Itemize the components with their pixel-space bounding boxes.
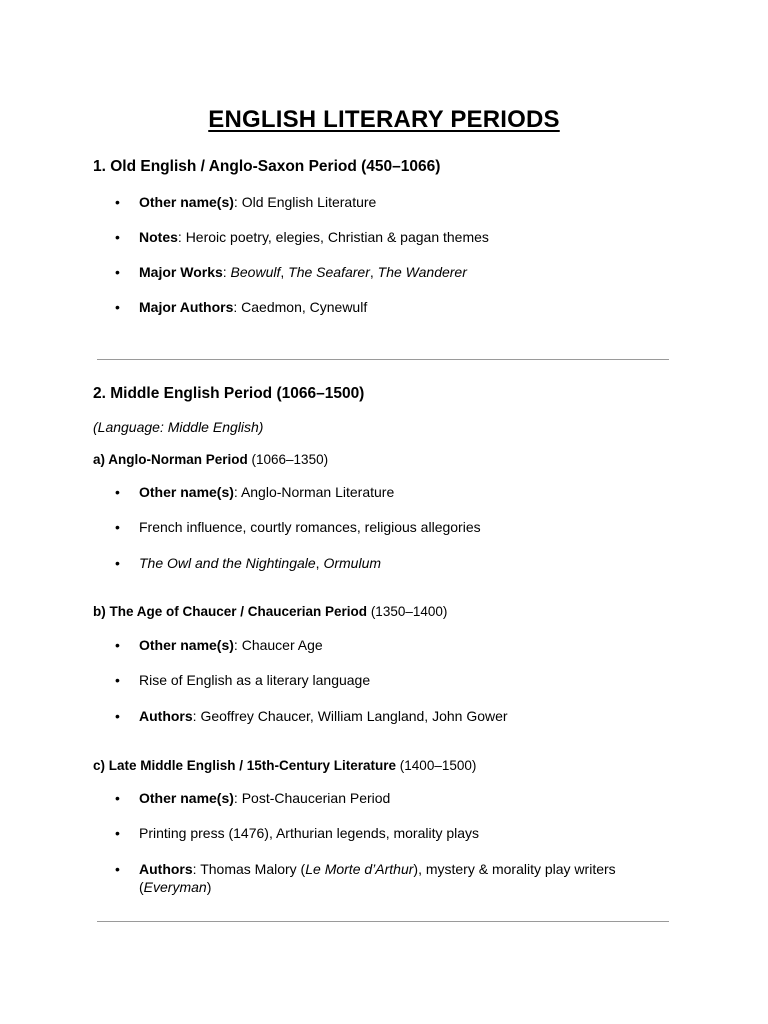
list-item <box>139 671 699 689</box>
list-item <box>139 228 699 246</box>
subsection-range: (1400–1500) <box>396 758 477 773</box>
subsection-range: (1066–1350) <box>247 452 329 467</box>
work-title: Beowulf <box>230 264 281 280</box>
item-label: Authors <box>139 861 193 877</box>
subsection-title: b) The Age of Chaucer / Chaucerian Period <box>93 604 368 619</box>
item-label: Notes <box>139 229 178 245</box>
item-label: Other name(s) <box>139 484 234 500</box>
section-divider <box>97 359 669 360</box>
item-separator: : <box>177 229 186 245</box>
item-label: Other name(s) <box>139 637 234 653</box>
subsection-heading <box>93 758 476 773</box>
list-item <box>139 298 699 316</box>
item-separator: : <box>233 299 242 315</box>
list-item <box>139 483 699 501</box>
section-heading-middle-english: 2. Middle English Period (1066–1500) <box>93 385 365 402</box>
work-title: The Owl and the Nightingale <box>139 555 316 571</box>
item-label: Other name(s) <box>139 194 234 210</box>
item-separator: : <box>192 861 201 877</box>
subsection-heading <box>93 452 328 467</box>
item-text: Thomas Malory ( <box>200 861 306 877</box>
work-title: Everyman <box>143 879 207 895</box>
list-item <box>139 554 699 572</box>
list-item <box>139 636 699 654</box>
item-text: Old English Literature <box>241 194 377 210</box>
item-label: Major Works <box>139 264 223 280</box>
work-title: The Seafarer <box>288 264 370 280</box>
section-divider <box>97 921 669 922</box>
language-note: (Language: Middle English) <box>93 419 264 435</box>
item-separator: : <box>233 790 242 806</box>
item-text: Caedmon, Cynewulf <box>241 299 368 315</box>
item-text: French influence, courtly romances, religious allegories <box>139 519 481 535</box>
list-item <box>139 707 699 725</box>
item-text: Rise of English as a literary language <box>139 672 371 688</box>
list-item <box>139 824 699 842</box>
subsection-title: a) Anglo-Norman Period <box>93 452 248 467</box>
subsection-title: c) Late Middle English / 15th-Century Literature <box>93 758 397 773</box>
item-separator: , <box>315 555 324 571</box>
item-separator: , <box>369 264 378 280</box>
list-item <box>139 518 699 536</box>
item-separator: : <box>233 637 242 653</box>
item-separator: : <box>233 484 241 500</box>
item-label: Authors <box>139 708 193 724</box>
item-text: Chaucer Age <box>241 637 323 653</box>
list-item <box>139 193 699 211</box>
document-title: ENGLISH LITERARY PERIODS <box>208 106 560 133</box>
item-label: Other name(s) <box>139 790 234 806</box>
work-title: Le Morte d’Arthur <box>305 861 414 877</box>
section-heading-old-english: 1. Old English / Anglo-Saxon Period (450–1066) <box>93 158 441 175</box>
item-text: Post-Chaucerian Period <box>241 790 391 806</box>
item-text: Printing press (1476), Arthurian legends, morality plays <box>139 825 480 841</box>
work-title: Ormulum <box>323 555 382 571</box>
item-separator: : <box>222 264 231 280</box>
item-text: ) <box>206 879 212 895</box>
item-label: Major Authors <box>139 299 234 315</box>
item-text: ), mystery & morality play writers ( <box>139 861 616 895</box>
item-separator: , <box>280 264 289 280</box>
work-title: The Wanderer <box>377 264 467 280</box>
subsection-range: (1350–1400) <box>367 604 448 619</box>
list-item <box>139 263 699 281</box>
item-text: Geoffrey Chaucer, William Langland, John Gower <box>200 708 508 724</box>
list-item <box>139 860 639 896</box>
list-item <box>139 789 699 807</box>
item-text: Anglo-Norman Literature <box>240 484 395 500</box>
item-separator: : <box>233 194 242 210</box>
subsection-heading <box>93 604 447 619</box>
item-text: Heroic poetry, elegies, Christian & pagan themes <box>185 229 489 245</box>
item-separator: : <box>192 708 201 724</box>
